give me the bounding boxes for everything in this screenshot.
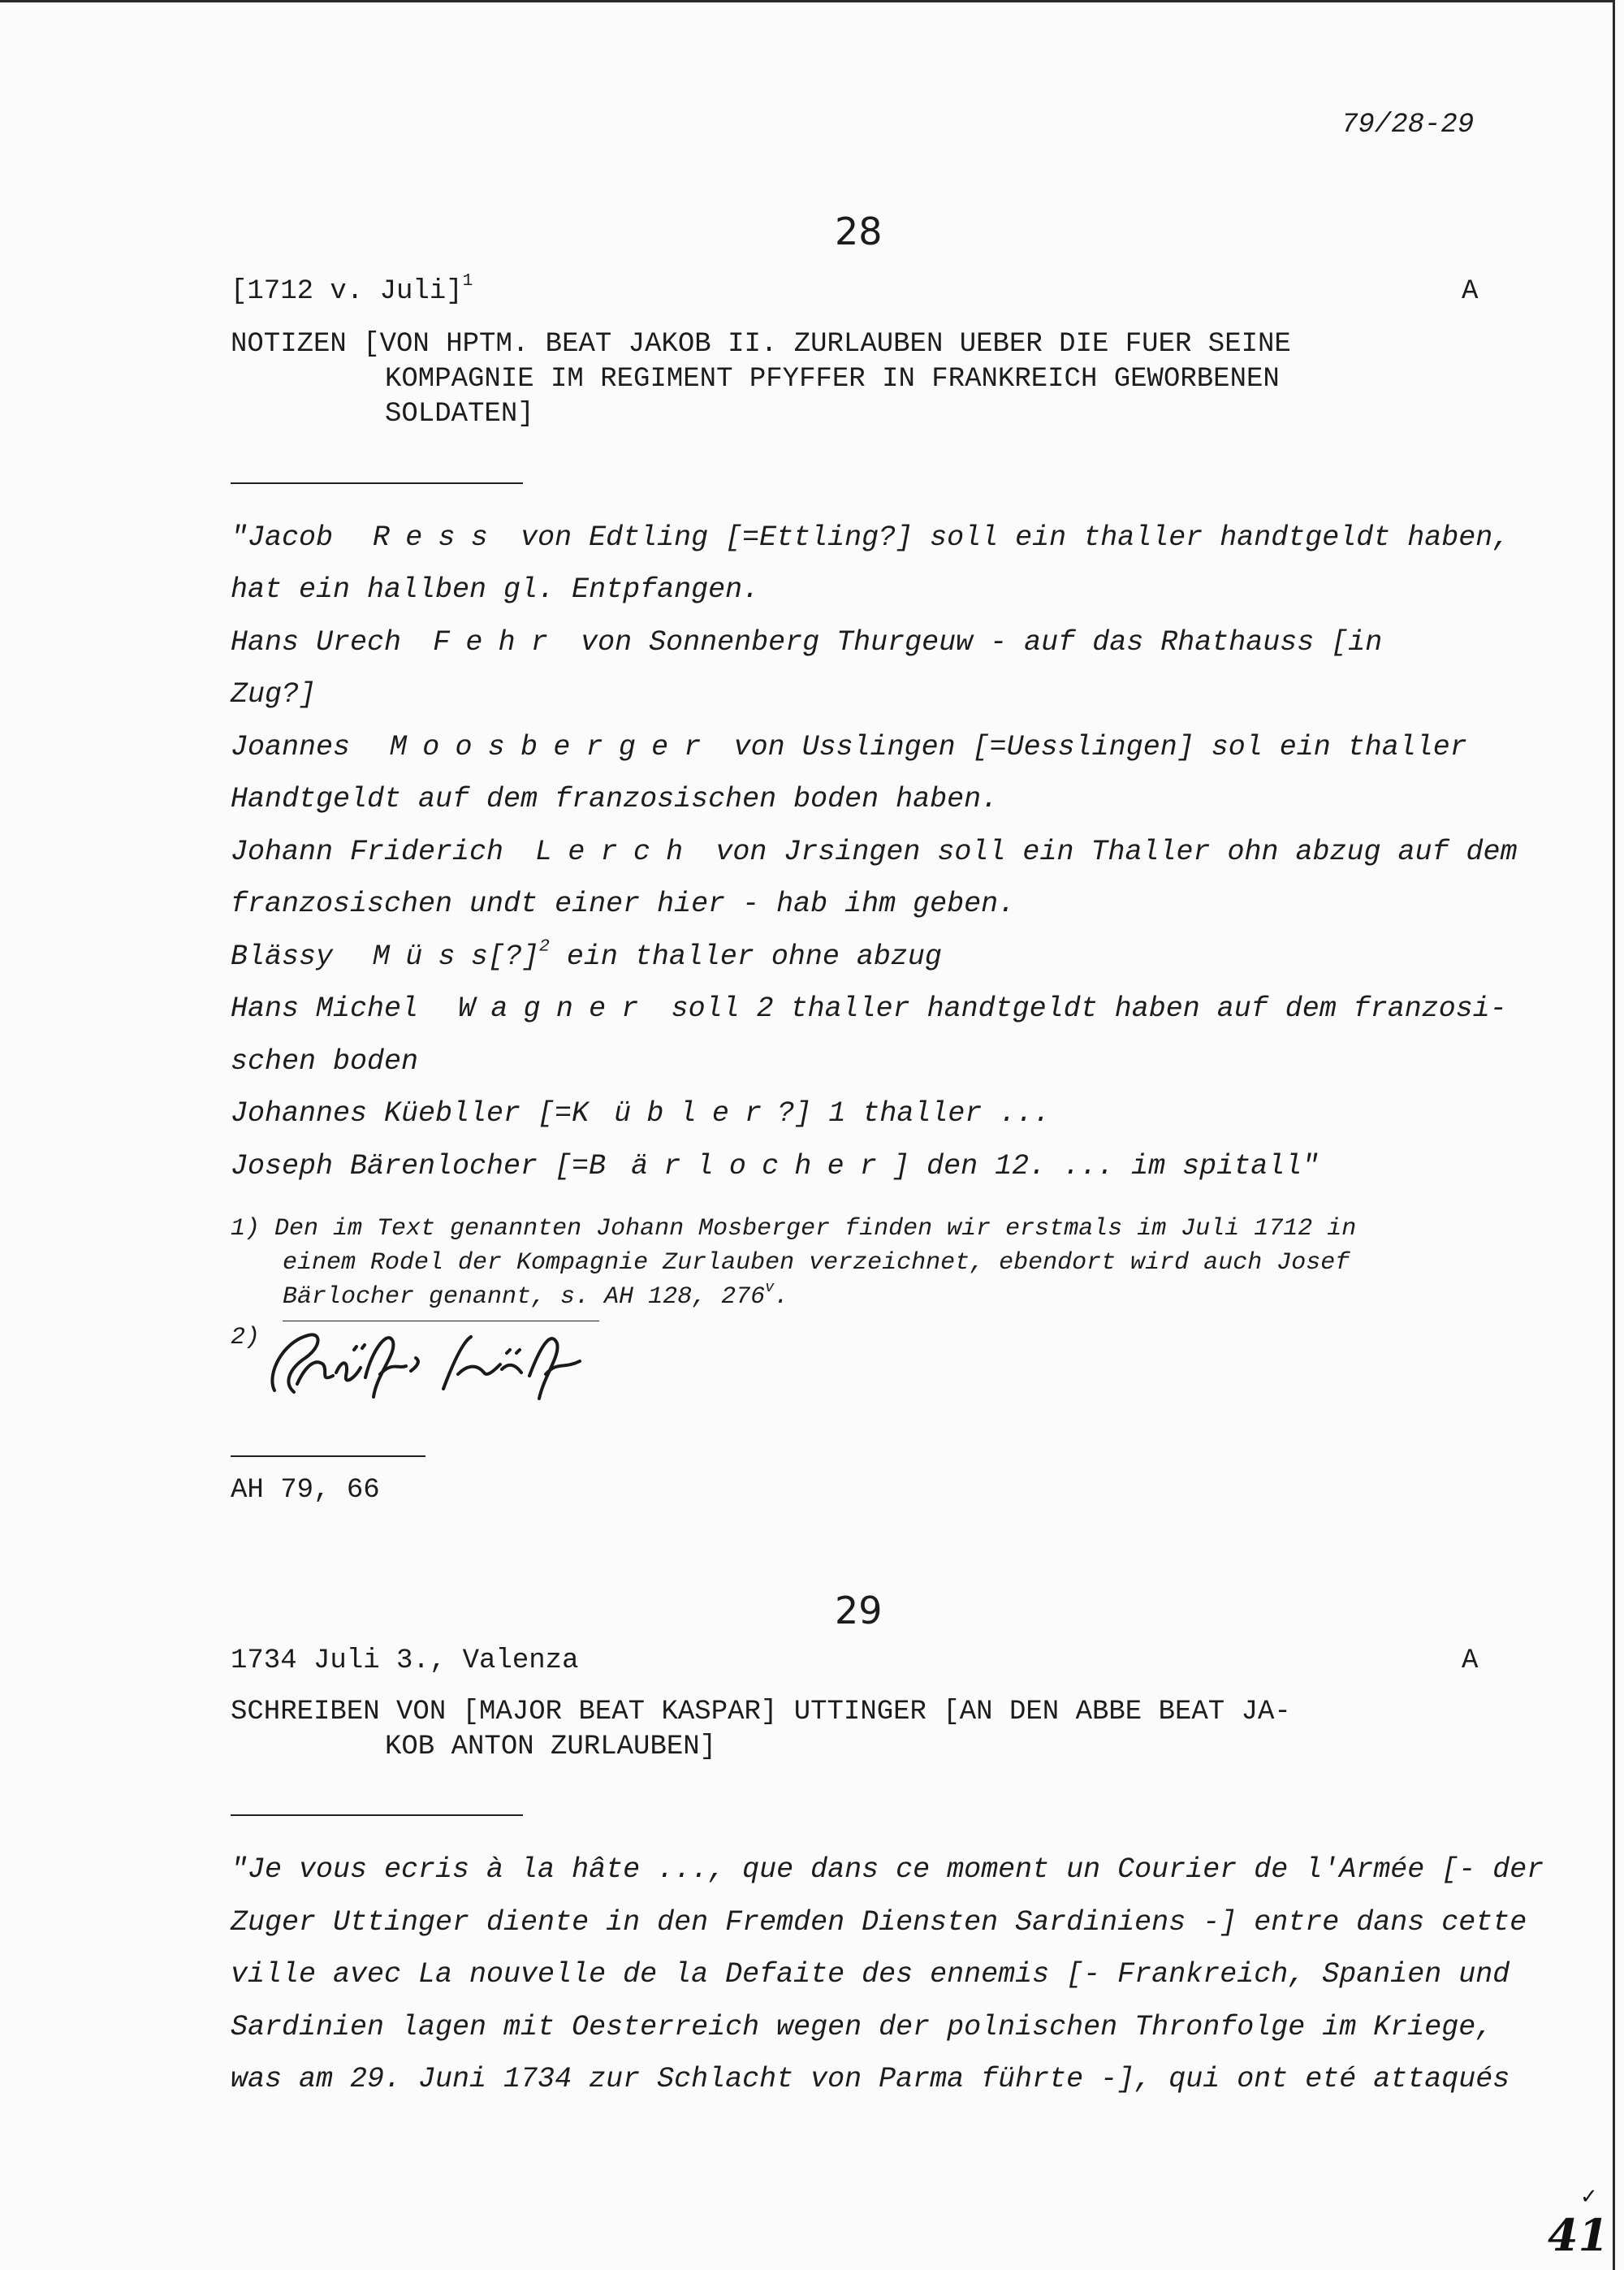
doc28-text-line-11: schen boden [231, 1045, 419, 1078]
source-rule [231, 1455, 425, 1457]
text-segment: Joannes [231, 731, 351, 763]
footnote-1-sup: v [765, 1279, 775, 1297]
doc28-title-line-2: KOMPAGNIE IM REGIMENT PFYFFER IN FRANKREICH GEWORBENEN [385, 364, 1280, 395]
page-right-edge [1613, 0, 1615, 2270]
doc28-text-line-10 [231, 992, 1507, 1025]
text-segment: von Edtling [=Ettling?] soll ein thaller handtgeldt haben, [520, 521, 1510, 554]
footnote-1-line-3 [283, 1279, 789, 1311]
doc28-date-text: [1712 v. Juli] [231, 276, 463, 307]
doc28-text-line-9 [231, 936, 942, 973]
footnote-1-text: Den im Text genannten Johann Mosberger finden wir erstmals im Juli 1712 in [274, 1215, 1357, 1243]
spaced-name: Müs [373, 940, 471, 973]
doc28-date-footnote-marker: 1 [462, 271, 473, 292]
doc29-title-rule [231, 1814, 523, 1816]
doc28-title-line-1: NOTIZEN [VON HPTM. BEAT JAKOB II. ZURLAUBEN UEBER DIE FUER SEINE [231, 329, 1291, 360]
doc28-source-reference: AH 79, 66 [231, 1475, 380, 1506]
doc29-text-line-3: ville avec La nouvelle de la Defaite des ennemis [- Frankreich, Spanien und [231, 1958, 1510, 1991]
doc29-text-line-2: Zuger Uttinger diente in den Fremden Diensten Sardiniens -] entre dans cette [231, 1906, 1527, 1939]
doc28-text-line-5 [231, 731, 1467, 763]
archive-reference: 79/28-29 [1341, 110, 1475, 141]
footnote-1-line-2: einem Rodel der Kompagnie Zurlauben verzeichnet, ebendort wird auch Josef [283, 1249, 1350, 1277]
text-segment: ?] 1 thaller ... [777, 1097, 1051, 1130]
doc28-title-line-3: SOLDATEN] [385, 399, 534, 430]
footnote-2-marker: 2) [231, 1324, 261, 1351]
doc29-date: 1734 Juli 3., Valenza [231, 1645, 579, 1676]
text-segment: Hans Urech [231, 626, 402, 659]
spaced-name: Ress [373, 521, 504, 554]
footnote-1-text: Bärlocher genannt, s. AH 128, 276 [283, 1283, 766, 1311]
spaced-name: übler [614, 1097, 778, 1130]
text-segment: Hans Michel [231, 992, 419, 1025]
doc28-text-line-7 [231, 836, 1518, 868]
spaced-name: Fehr [433, 626, 564, 659]
doc29-text-line-1: "Je vous ecris à la hâte ..., que dans ce moment un Courier de l'Armée [- der [231, 1853, 1544, 1886]
doc29-type-mark: A [1462, 1645, 1479, 1676]
text-segment: Johann Friderich [231, 836, 504, 868]
text-segment: von Jrsingen soll ein Thaller ohn abzug auf dem [715, 836, 1518, 868]
doc28-text-line-13 [231, 1150, 1319, 1183]
document-number-29: 29 [835, 1589, 883, 1632]
footnote-1-line-1 [231, 1215, 1356, 1243]
doc28-text-line-6: Handtgeldt auf dem franzosischen boden haben. [231, 783, 999, 815]
doc29-text-line-5: was am 29. Juni 1734 zur Schlacht von Parma führte -], qui ont eté attaqués [231, 2063, 1510, 2095]
text-segment: s[?] [470, 940, 539, 973]
doc28-text-line-4: Zug?] [231, 678, 317, 711]
doc28-text-line-8: franzosischen undt einer hier - hab ihm geben. [231, 888, 1016, 920]
handwritten-page-number: 41 [1548, 2209, 1609, 2261]
footnote-marker-2: 2 [538, 936, 550, 957]
text-segment: ] den 12. ... im spitall" [892, 1150, 1320, 1183]
text-segment: Joseph Bärenlocher [=B [231, 1150, 607, 1183]
doc28-title-rule [231, 482, 523, 484]
footnote-1-marker: 1) [231, 1215, 261, 1243]
text-segment: von Usslingen [=Uesslingen] sol ein thaller [733, 731, 1467, 763]
doc28-text-line-3 [231, 626, 1382, 659]
text-segment: von Sonnenberg Thurgeuw - auf das Rhathauss [in [581, 626, 1383, 659]
spaced-name: Wagner [458, 992, 654, 1025]
handwritten-name-scan [258, 1325, 615, 1403]
doc28-text-line-2: hat ein hallben gl. Entpfangen. [231, 573, 760, 606]
text-segment: Blässy [231, 940, 334, 973]
doc29-title-line-2: KOB ANTON ZURLAUBEN] [385, 1732, 717, 1762]
check-mark-icon: ✓ [1580, 2185, 1598, 2209]
doc29-text-line-4: Sardinien lagen mit Oesterreich wegen der polnischen Thronfolge im Kriege, [231, 2011, 1493, 2043]
spaced-name: Moosberger [390, 731, 717, 763]
spaced-name: ärlocher [631, 1150, 893, 1183]
text-segment: Johannes Küebller [=K [231, 1097, 590, 1130]
footnote-1-text: . [774, 1283, 789, 1311]
page-top-edge [0, 0, 1614, 2]
spaced-name: Lerch [535, 836, 699, 868]
document-number-28: 28 [835, 210, 883, 253]
doc28-text-line-12 [231, 1097, 1050, 1130]
doc29-title-line-1: SCHREIBEN VON [MAJOR BEAT KASPAR] UTTINGER [AN DEN ABBE BEAT JA- [231, 1697, 1291, 1727]
doc28-type-mark: A [1462, 276, 1479, 307]
text-segment: ein thaller ohne abzug [566, 940, 942, 973]
doc28-text-line-1 [231, 521, 1510, 554]
text-segment: soll 2 thaller handtgeldt haben auf dem franzosi- [671, 992, 1507, 1025]
text-segment: "Jacob [231, 521, 334, 554]
doc28-date [231, 271, 473, 307]
